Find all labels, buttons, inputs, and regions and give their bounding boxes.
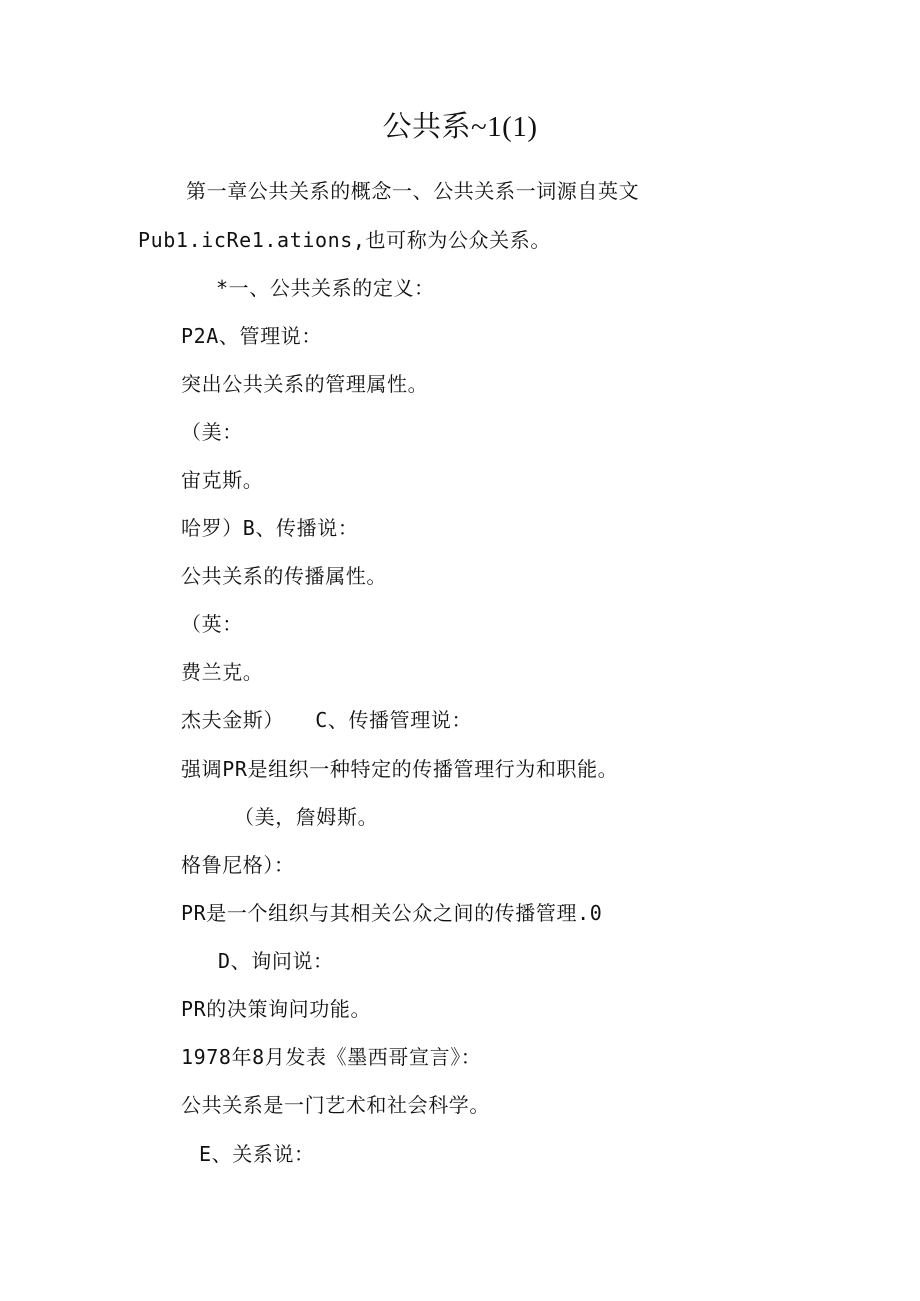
text-line-english-term: Pub1.icRe1.ations,也可称为公众关系。 xyxy=(138,228,551,252)
text-line-chapter-intro: 第一章公共关系的概念一、公共关系一词源自英文 xyxy=(186,179,640,203)
text-line-inquiry-theory: D、询问说： xyxy=(218,949,334,973)
text-line-management-attribute: 突出公共关系的管理属性。 xyxy=(181,372,429,396)
text-line-source-us-2: （美，詹姆斯。 xyxy=(234,805,379,829)
text-line-author-2: 费兰克。 xyxy=(181,660,264,684)
text-line-communication-theory: 哈罗）B、传播说： xyxy=(181,516,359,540)
text-line-communication-management-theory: 杰夫金斯） C、传播管理说： xyxy=(181,708,473,732)
text-line-definition-heading: *一、公共关系的定义： xyxy=(216,276,435,300)
text-line-mexico-declaration: 1978年8月发表《墨西哥宣言》： xyxy=(181,1045,482,1069)
text-line-art-and-science: 公共关系是一门艺术和社会科学。 xyxy=(181,1093,490,1117)
text-line-management-theory: P2A、管理说： xyxy=(181,324,322,348)
document-title: 公共系~1(1) xyxy=(382,111,538,143)
text-line-source-us-1: （美： xyxy=(181,420,243,444)
text-line-relationship-theory: E、关系说： xyxy=(199,1142,315,1166)
text-line-author-3: 格鲁尼格）： xyxy=(181,853,295,877)
text-line-pr-definition-2: PR是一个组织与其相关公众之间的传播管理.0 xyxy=(181,901,603,925)
text-line-pr-definition-1: 强调PR是组织一种特定的传播管理行为和职能。 xyxy=(181,757,619,781)
text-line-communication-attribute: 公共关系的传播属性。 xyxy=(181,564,387,588)
text-line-source-uk: （英： xyxy=(181,612,243,636)
text-line-author-1: 宙克斯。 xyxy=(181,468,264,492)
text-line-pr-decision: PR的决策询问功能。 xyxy=(181,997,372,1021)
